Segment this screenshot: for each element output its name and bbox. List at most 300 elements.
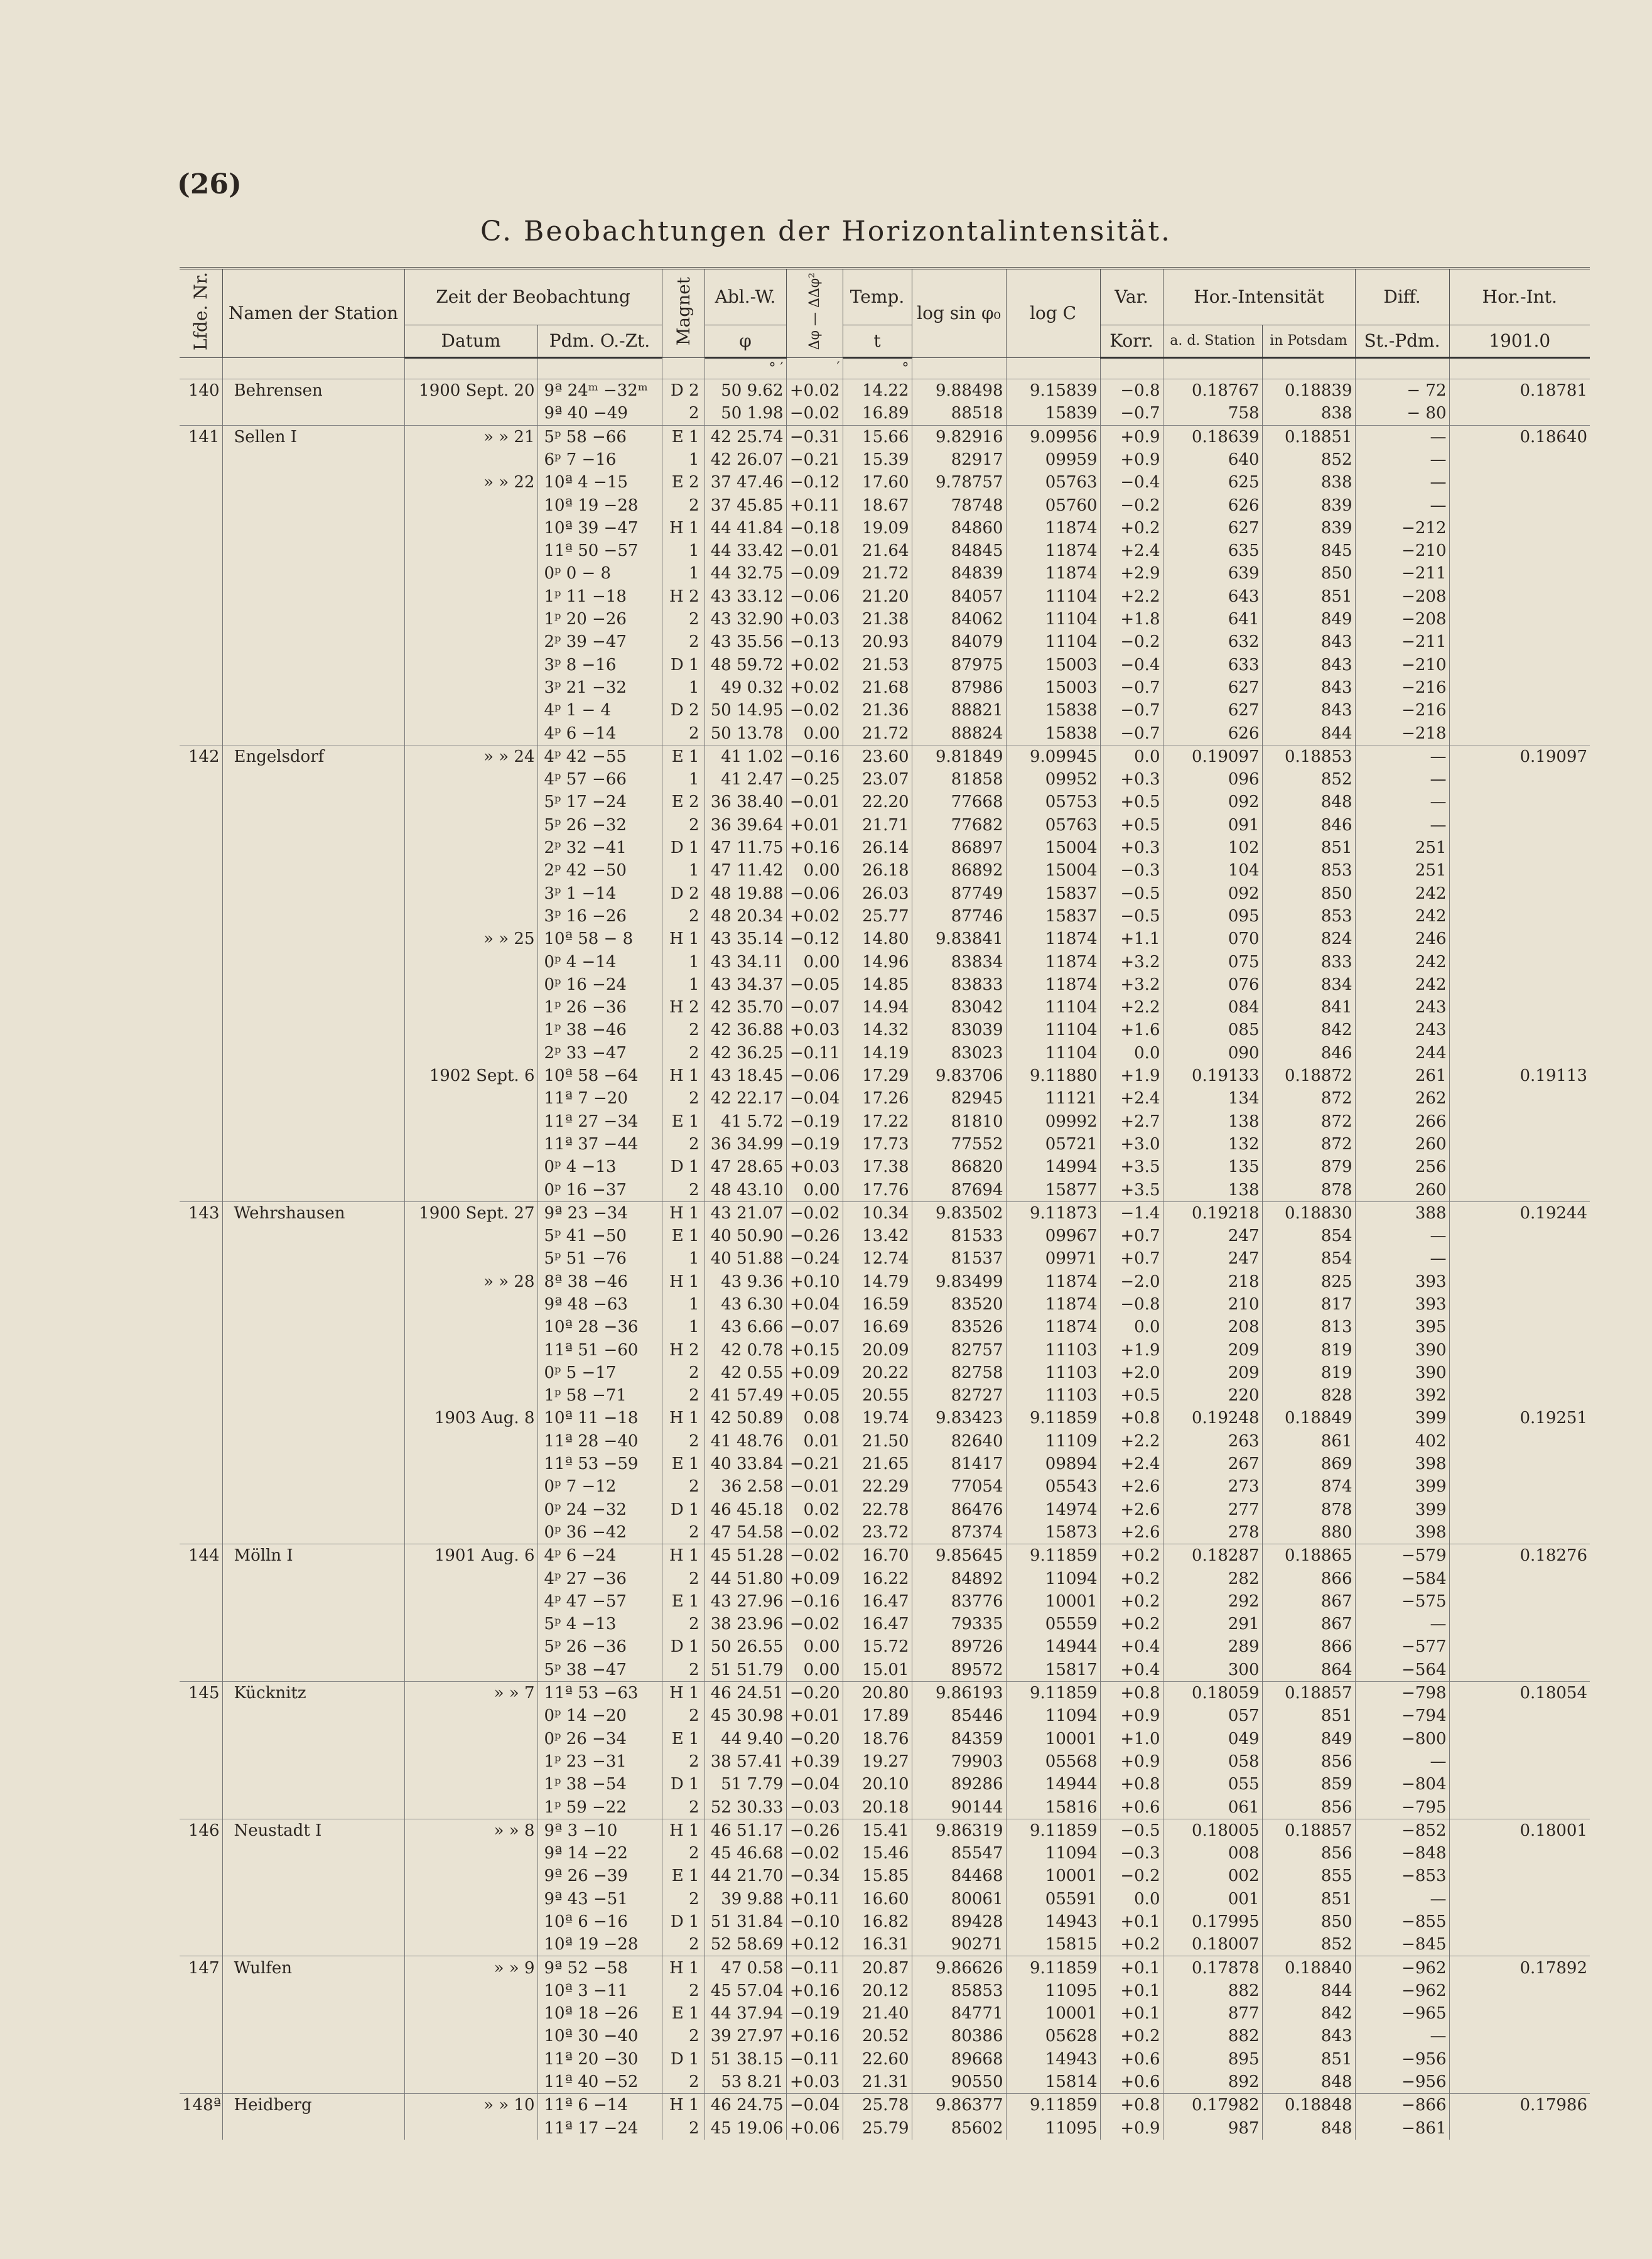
cell-corr: −0.26 [786,1819,843,1842]
cell-magnet: H 2 [662,585,705,608]
cell-temp: 15.39 [843,448,912,471]
cell-lfde-nr [180,585,222,608]
cell-logsin: 86892 [912,859,1006,882]
table-row [180,699,1590,722]
cell-logc: 15004 [1006,859,1100,882]
cell-hor-ad-station: 058 [1163,1750,1262,1773]
cell-station [222,1042,404,1064]
col-corr: Δφ — ΔΔφ² [786,268,843,357]
cell-corr: +0.11 [786,494,843,516]
cell-logc: 15815 [1006,1933,1100,1956]
cell-datum [404,996,537,1019]
cell-station [222,1225,404,1247]
cell-diff: 266 [1355,1110,1449,1132]
cell-diff: −212 [1355,517,1449,539]
cell-var: +0.2 [1100,1567,1163,1590]
table-row [180,1019,1590,1041]
cell-temp: 19.27 [843,1750,912,1773]
cell-hor-int [1449,1430,1590,1453]
cell-hor-int [1449,1704,1590,1727]
cell-logc: 11094 [1006,1704,1100,1727]
table-row [180,1590,1590,1613]
cell-datum [404,1590,537,1613]
cell-magnet: 2 [662,1704,705,1727]
cell-zeit: 9ª 14 −22 [537,1842,662,1865]
cell-temp: 17.38 [843,1156,912,1178]
cell-lfde-nr [180,402,222,425]
cell-corr: +0.03 [786,608,843,631]
cell-hor-int [1449,2025,1590,2047]
cell-station [222,928,404,950]
cell-lfde-nr [180,2071,222,2094]
cell-corr: −0.04 [786,1773,843,1796]
col-var: Var. [1100,268,1163,325]
cell-temp: 15.66 [843,425,912,448]
cell-logsin: 9.83423 [912,1407,1006,1429]
cell-magnet: 2 [662,1933,705,1956]
cell-station [222,859,404,882]
cell-hor-ad-station: 626 [1163,722,1262,745]
cell-logc: 11104 [1006,996,1100,1019]
cell-magnet: 2 [662,631,705,653]
cell-magnet: 2 [662,494,705,516]
cell-hor-potsdam: 0.18857 [1262,1819,1355,1842]
cell-zeit: 0ᵖ 5 −17 [537,1362,662,1384]
cell-station [222,1178,404,1201]
cell-hor-ad-station: 0.18005 [1163,1819,1262,1842]
table-row [180,402,1590,425]
cell-hor-ad-station: 633 [1163,654,1262,676]
cell-magnet: D 1 [662,1773,705,1796]
cell-logc: 05559 [1006,1613,1100,1635]
cell-temp: 16.82 [843,1910,912,1933]
cell-corr: −0.12 [786,471,843,494]
cell-var: −0.3 [1100,859,1163,882]
cell-logsin: 84079 [912,631,1006,653]
cell-hor-ad-station: 0.19097 [1163,745,1262,768]
cell-lfde-nr [180,1590,222,1613]
col-diff: Diff. [1355,268,1449,325]
cell-logsin: 87749 [912,882,1006,905]
cell-var: −0.7 [1100,676,1163,699]
cell-zeit: 10ª 18 −26 [537,2002,662,2025]
cell-magnet: 2 [662,1475,705,1498]
cell-logsin: 90550 [912,2071,1006,2094]
cell-logsin: 81858 [912,768,1006,791]
cell-corr: +0.02 [786,905,843,928]
cell-lfde-nr: 142 [180,745,222,768]
cell-var: +0.7 [1100,1225,1163,1247]
cell-station [222,1156,404,1178]
cell-hor-ad-station: 210 [1163,1293,1262,1316]
cell-hor-potsdam: 864 [1262,1659,1355,1682]
cell-diff: — [1355,494,1449,516]
cell-hor-potsdam: 867 [1262,1613,1355,1635]
cell-temp: 16.69 [843,1316,912,1338]
cell-var: −0.4 [1100,471,1163,494]
cell-logc: 09952 [1006,768,1100,791]
cell-logsin: 87694 [912,1178,1006,1201]
cell-diff: −211 [1355,562,1449,585]
cell-abl-w: 50 26.55 [705,1635,786,1658]
cell-logsin: 9.86319 [912,1819,1006,1842]
cell-datum [404,2048,537,2071]
cell-logsin: 81533 [912,1225,1006,1247]
cell-var: +2.2 [1100,585,1163,608]
cell-logsin: 9.82916 [912,425,1006,448]
cell-diff: — [1355,1750,1449,1773]
cell-hor-int: 0.18640 [1449,425,1590,448]
cell-magnet: E 1 [662,745,705,768]
cell-corr: −0.02 [786,1544,843,1568]
cell-logc: 11109 [1006,1430,1100,1453]
cell-station [222,2071,404,2094]
unit-corr: ′ [786,357,843,379]
cell-logsin: 83776 [912,1590,1006,1613]
cell-station [222,1750,404,1773]
cell-magnet: 1 [662,973,705,996]
cell-hor-potsdam: 817 [1262,1293,1355,1316]
cell-logc: 05763 [1006,471,1100,494]
cell-hor-potsdam: 859 [1262,1773,1355,1796]
cell-logc: 11103 [1006,1362,1100,1384]
cell-diff: — [1355,2025,1449,2047]
cell-hor-int [1449,1316,1590,1338]
cell-var: −0.2 [1100,1865,1163,1887]
cell-logsin: 85853 [912,1980,1006,2002]
cell-station [222,1316,404,1338]
unit-lfde-nr [180,357,222,379]
col-datum: Datum [404,325,537,357]
table-row [180,1933,1590,1956]
cell-zeit: 11ª 50 −57 [537,539,662,562]
cell-logsin: 78748 [912,494,1006,516]
cell-logc: 11874 [1006,539,1100,562]
cell-var: +2.4 [1100,539,1163,562]
cell-diff: −848 [1355,1842,1449,1865]
cell-hor-int: 0.19244 [1449,1201,1590,1225]
cell-hor-ad-station: 208 [1163,1316,1262,1338]
cell-lfde-nr [180,1407,222,1429]
cell-var: +1.1 [1100,928,1163,950]
cell-zeit: 11ª 17 −24 [537,2117,662,2140]
cell-diff: 393 [1355,1293,1449,1316]
cell-logsin: 82727 [912,1384,1006,1407]
cell-abl-w: 37 45.85 [705,494,786,516]
cell-logsin: 77552 [912,1133,1006,1156]
cell-hor-int [1449,1613,1590,1635]
cell-corr: −0.19 [786,2002,843,2025]
cell-hor-potsdam: 0.18872 [1262,1064,1355,1087]
cell-lfde-nr [180,1635,222,1658]
cell-abl-w: 43 35.56 [705,631,786,653]
cell-zeit: 11ª 37 −44 [537,1133,662,1156]
cell-lfde-nr [180,1156,222,1178]
cell-magnet: 1 [662,1247,705,1270]
cell-logsin: 82640 [912,1430,1006,1453]
table-row [180,676,1590,699]
cell-magnet: D 1 [662,654,705,676]
cell-hor-potsdam: 851 [1262,837,1355,859]
cell-zeit: 10ª 28 −36 [537,1316,662,1338]
cell-datum [404,1567,537,1590]
cell-logc: 14944 [1006,1635,1100,1658]
cell-temp: 12.74 [843,1247,912,1270]
cell-hor-potsdam: 839 [1262,494,1355,516]
units-row [180,357,1590,379]
cell-corr: −0.02 [786,1201,843,1225]
cell-logc: 11094 [1006,1567,1100,1590]
cell-zeit: 4ᵖ 57 −66 [537,768,662,791]
cell-magnet: 2 [662,1019,705,1041]
cell-var: −1.4 [1100,1201,1163,1225]
cell-diff: −866 [1355,2094,1449,2117]
cell-datum: 1903 Aug. 8 [404,1407,537,1429]
cell-temp: 21.71 [843,814,912,837]
cell-hor-int [1449,2048,1590,2071]
cell-temp: 17.60 [843,471,912,494]
cell-logc: 14994 [1006,1156,1100,1178]
table-row [180,379,1590,402]
cell-hor-potsdam: 879 [1262,1156,1355,1178]
cell-zeit: 11ª 51 −60 [537,1338,662,1361]
cell-temp: 13.42 [843,1225,912,1247]
cell-abl-w: 43 18.45 [705,1064,786,1087]
cell-hor-int [1449,585,1590,608]
cell-zeit: 11ª 53 −63 [537,1681,662,1704]
table-row [180,1156,1590,1178]
cell-zeit: 9ª 40 −49 [537,402,662,425]
cell-hor-potsdam: 866 [1262,1567,1355,1590]
cell-hor-int: 0.17892 [1449,1956,1590,1980]
cell-datum [404,1613,537,1635]
cell-diff: −216 [1355,676,1449,699]
cell-datum: » » 9 [404,1956,537,1980]
cell-station [222,722,404,745]
cell-hor-potsdam: 813 [1262,1316,1355,1338]
cell-hor-potsdam: 0.18851 [1262,425,1355,448]
cell-var: −0.8 [1100,379,1163,402]
page-number: (26) [177,168,242,200]
cell-var: +3.5 [1100,1156,1163,1178]
cell-hor-int: 0.18001 [1449,1819,1590,1842]
cell-datum [404,1980,537,2002]
cell-abl-w: 47 54.58 [705,1521,786,1544]
cell-abl-w: 36 39.64 [705,814,786,837]
cell-corr: −0.11 [786,1956,843,1980]
cell-corr: +0.39 [786,1750,843,1773]
cell-logc: 9.15839 [1006,379,1100,402]
cell-magnet: 1 [662,448,705,471]
cell-abl-w: 44 21.70 [705,1865,786,1887]
cell-logsin: 83834 [912,950,1006,973]
table-row [180,539,1590,562]
cell-diff: 398 [1355,1453,1449,1475]
cell-logc: 9.11859 [1006,1544,1100,1568]
cell-temp: 20.93 [843,631,912,653]
cell-var: +2.4 [1100,1087,1163,1110]
cell-temp: 14.22 [843,379,912,402]
cell-abl-w: 46 51.17 [705,1819,786,1842]
cell-logc: 15839 [1006,402,1100,425]
cell-var: −0.4 [1100,654,1163,676]
cell-zeit: 9ª 3 −10 [537,1819,662,1842]
cell-temp: 16.60 [843,1888,912,1910]
cell-diff: −853 [1355,1865,1449,1887]
cell-logsin: 9.85645 [912,1544,1006,1568]
cell-logsin: 79335 [912,1613,1006,1635]
cell-station [222,996,404,1019]
cell-corr: +0.02 [786,379,843,402]
cell-logsin: 81537 [912,1247,1006,1270]
cell-var: +0.8 [1100,2094,1163,2117]
cell-hor-int [1449,950,1590,973]
table-row [180,1338,1590,1361]
cell-corr: 0.01 [786,1430,843,1453]
cell-diff: −579 [1355,1544,1449,1568]
cell-lfde-nr [180,1498,222,1521]
cell-temp: 15.41 [843,1819,912,1842]
cell-hor-potsdam: 844 [1262,722,1355,745]
cell-hor-int [1449,928,1590,950]
cell-station [222,905,404,928]
cell-lfde-nr [180,1178,222,1201]
cell-diff: — [1355,1613,1449,1635]
cell-hor-ad-station: 132 [1163,1133,1262,1156]
cell-abl-w: 41 1.02 [705,745,786,768]
cell-var: +1.0 [1100,1727,1163,1750]
cell-diff: 243 [1355,996,1449,1019]
cell-hor-ad-station: 758 [1163,402,1262,425]
cell-hor-ad-station: 0.19248 [1163,1407,1262,1429]
cell-logc: 9.11873 [1006,1201,1100,1225]
cell-var: 0.0 [1100,1888,1163,1910]
cell-var: +0.3 [1100,768,1163,791]
cell-hor-ad-station: 220 [1163,1384,1262,1407]
cell-logc: 05760 [1006,494,1100,516]
cell-hor-ad-station: 084 [1163,996,1262,1019]
table-row [180,745,1590,768]
cell-zeit: 9ª 48 −63 [537,1293,662,1316]
cell-hor-ad-station: 001 [1163,1888,1262,1910]
cell-hor-int [1449,1247,1590,1270]
table-row [180,1201,1590,1225]
cell-station [222,1888,404,1910]
cell-abl-w: 42 36.88 [705,1019,786,1041]
cell-temp: 14.80 [843,928,912,950]
cell-corr: −0.06 [786,1064,843,1087]
cell-hor-potsdam: 828 [1262,1384,1355,1407]
cell-logsin: 87975 [912,654,1006,676]
cell-zeit: 0ᵖ 36 −42 [537,1521,662,1544]
table-row [180,1430,1590,1453]
cell-corr: −0.02 [786,402,843,425]
cell-var: −0.5 [1100,1819,1163,1842]
cell-diff: — [1355,425,1449,448]
cell-station [222,768,404,791]
table-row [180,859,1590,882]
cell-temp: 21.36 [843,699,912,722]
cell-corr: −0.01 [786,1475,843,1498]
cell-zeit: 0ᵖ 7 −12 [537,1475,662,1498]
cell-datum [404,1796,537,1819]
cell-corr: −0.31 [786,425,843,448]
cell-hor-potsdam: 843 [1262,676,1355,699]
cell-logc: 9.09956 [1006,425,1100,448]
cell-hor-int [1449,1133,1590,1156]
cell-temp: 21.64 [843,539,912,562]
cell-magnet: 2 [662,1042,705,1064]
cell-corr: +0.02 [786,654,843,676]
cell-datum [404,905,537,928]
cell-hor-int [1449,1933,1590,1956]
cell-hor-ad-station: 640 [1163,448,1262,471]
cell-logc: 14944 [1006,1773,1100,1796]
cell-temp: 22.78 [843,1498,912,1521]
cell-magnet: H 1 [662,1407,705,1429]
cell-diff: −216 [1355,699,1449,722]
cell-corr: +0.01 [786,814,843,837]
cell-logsin: 83833 [912,973,1006,996]
cell-corr: −0.02 [786,1613,843,1635]
cell-var: +0.9 [1100,1704,1163,1727]
cell-abl-w: 44 37.94 [705,2002,786,2025]
cell-var: −0.5 [1100,905,1163,928]
unit-logsin [912,357,1006,379]
cell-lfde-nr [180,1270,222,1293]
cell-magnet: 2 [662,2117,705,2140]
cell-hor-ad-station: 0.17995 [1163,1910,1262,1933]
cell-abl-w: 45 19.06 [705,2117,786,2140]
cell-corr: −0.13 [786,631,843,653]
cell-zeit: 1ᵖ 20 −26 [537,608,662,631]
cell-logc: 15877 [1006,1178,1100,1201]
cell-logsin: 84057 [912,585,1006,608]
cell-corr: −0.11 [786,2048,843,2071]
cell-logc: 11104 [1006,608,1100,631]
cell-hor-ad-station: 632 [1163,631,1262,653]
cell-hor-int: 0.18781 [1449,379,1590,402]
cell-hor-potsdam: 848 [1262,2071,1355,2094]
cell-hor-int [1449,859,1590,882]
cell-logc: 10001 [1006,1590,1100,1613]
cell-logc: 9.11859 [1006,1819,1100,1842]
cell-corr: −0.25 [786,768,843,791]
cell-hor-potsdam: 866 [1262,1635,1355,1658]
cell-abl-w: 40 50.90 [705,1225,786,1247]
table-row [180,2025,1590,2047]
cell-hor-potsdam: 852 [1262,1933,1355,1956]
cell-lfde-nr [180,1225,222,1247]
cell-datum [404,654,537,676]
cell-datum [404,608,537,631]
cell-lfde-nr [180,837,222,859]
cell-hor-potsdam: 872 [1262,1110,1355,1132]
cell-hor-int [1449,494,1590,516]
cell-logc: 9.11859 [1006,2094,1100,2117]
cell-datum [404,1362,537,1384]
cell-zeit: 1ᵖ 23 −31 [537,1750,662,1773]
cell-abl-w: 47 28.65 [705,1156,786,1178]
cell-hor-int [1449,1773,1590,1796]
cell-station: Kücknitz [222,1681,404,1704]
cell-zeit: 2ᵖ 42 −50 [537,859,662,882]
cell-magnet: E 1 [662,2002,705,2025]
cell-hor-potsdam: 848 [1262,791,1355,813]
cell-magnet: 2 [662,1842,705,1865]
cell-diff: 399 [1355,1407,1449,1429]
cell-zeit: 1ᵖ 58 −71 [537,1384,662,1407]
